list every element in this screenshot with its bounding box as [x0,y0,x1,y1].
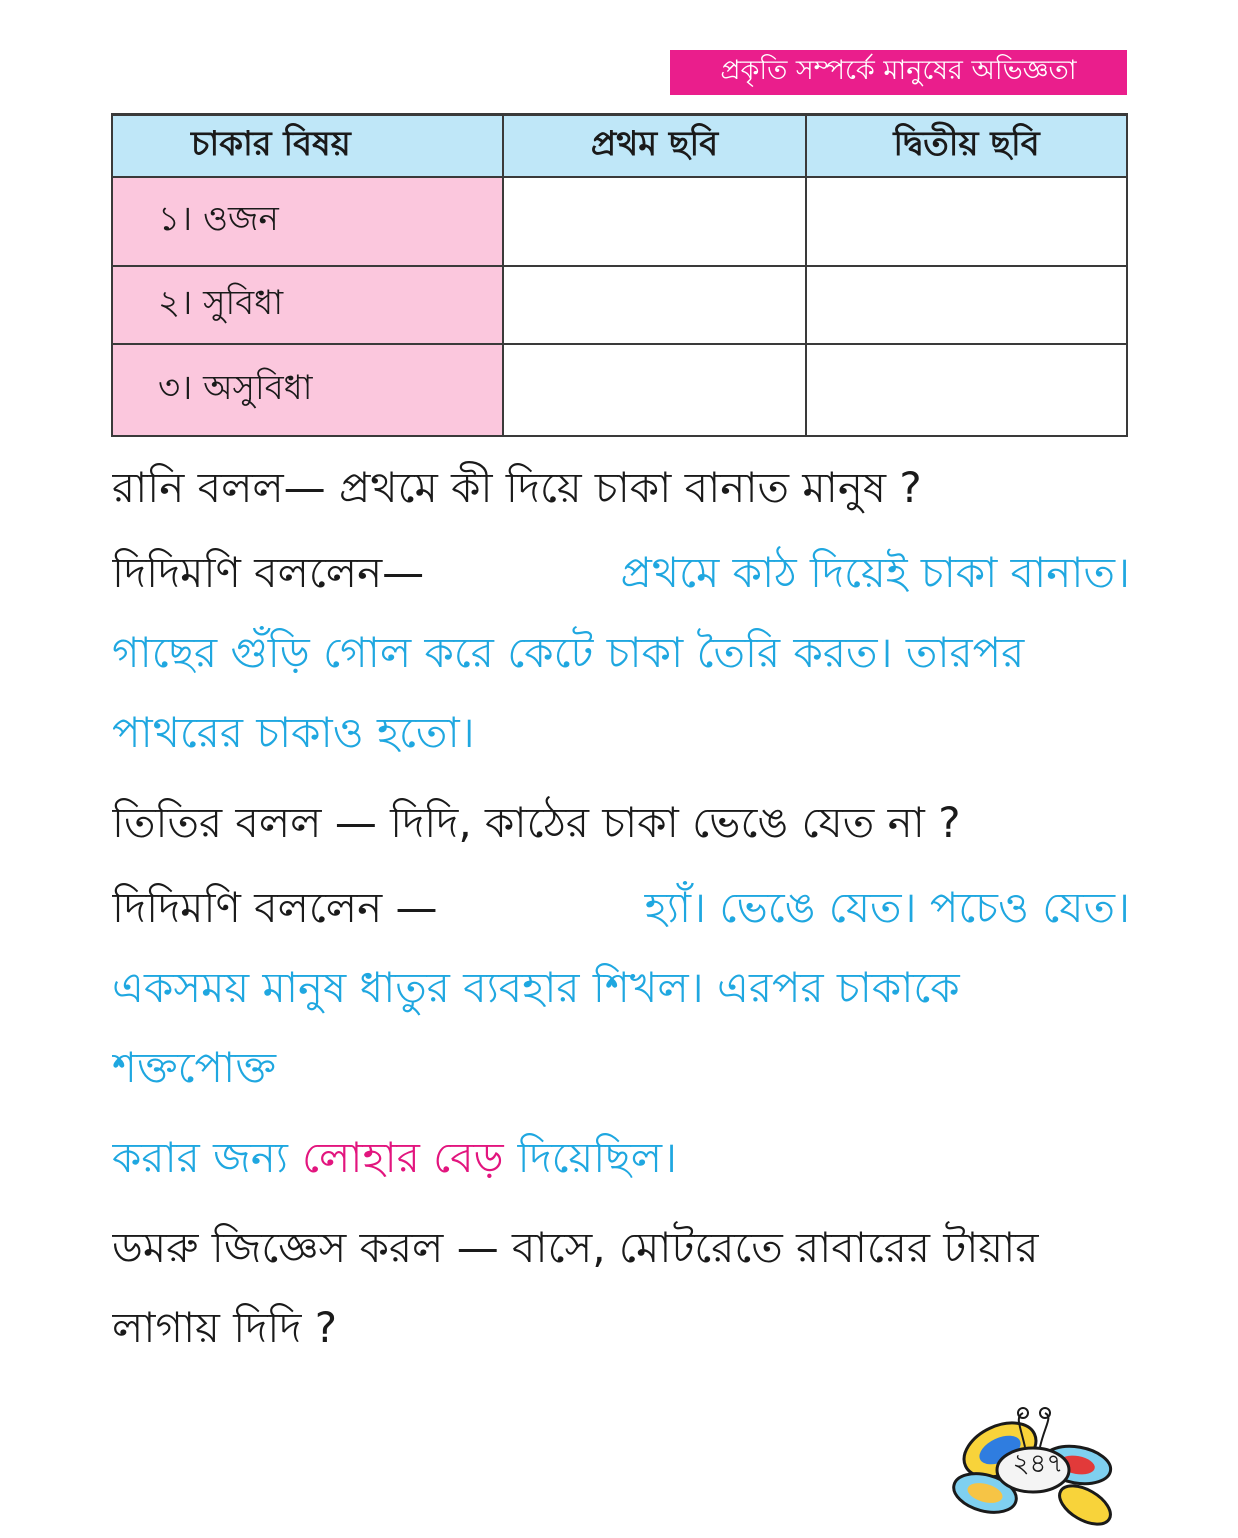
didimoni-answer-2-line4-a: করার জন্য [112,1132,288,1182]
didimoni-speaker-1: দিদিমণি বললেন— [112,547,425,597]
didimoni-answer-2-line4-b: দিয়েছিল। [517,1132,678,1182]
paragraph-answer-2-line3 [112,1030,1130,1110]
didimoni-answer-1-line2: গাছের গুঁড়ি গোল করে কেটে চাকা তৈরি করত। তারপর [112,627,1025,677]
table-row [112,344,1127,436]
row-label-disadvantage: ৩। অসুবিধা [112,344,503,436]
didimoni-answer-2-line1: হ্যাঁ। ভেঙে যেত। পচেও যেত। [644,882,1130,932]
wheel-comparison-table [111,113,1128,437]
domru-question-line1: ডমরু জিজ্ঞেস করল — বাসে, মোটরেতে রাবারের টায়ার [112,1222,1039,1272]
domru-question-line2: লাগায় দিদি ? [112,1302,338,1352]
row-label-weight: ১। ওজন [112,177,503,266]
table-row [112,266,1127,344]
chapter-title-banner: প্রকৃতি সম্পর্কে মানুষের অভিজ্ঞতা [670,50,1127,95]
paragraph-didimoni-answer-2 [112,870,1130,950]
didimoni-answer-1-line1: প্রথমে কাঠ দিয়েই চাকা বানাত। [620,547,1130,597]
paragraph-answer-1-line3 [112,695,1130,775]
table-header-row [112,115,1127,178]
row-label-advantage: ২। সুবিধা [112,266,503,344]
page-number: ২৪৭ [1012,1449,1064,1479]
rani-question-text: রানি বলল— প্রথমে কী দিয়ে চাকা বানাত মানুষ ? [112,462,922,512]
cell-weight-second[interactable] [806,177,1127,266]
header-wheel-topic: চাকার বিষয় [112,115,503,178]
titir-question-text: তিতির বলল — দিদি, কাঠের চাকা ভেঙে যেত না ? [112,797,961,847]
cell-disadvantage-first[interactable] [503,344,806,436]
paragraph-answer-1-line2 [112,615,1130,695]
cell-advantage-first[interactable] [503,266,806,344]
paragraph-domru-question [112,1210,1130,1290]
iron-rim-highlight: লোহার বেড় [301,1132,504,1182]
paragraph-answer-2-line2 [112,950,1130,1030]
paragraph-domru-question-line2 [112,1290,1130,1370]
didimoni-speaker-2: দিদিমণি বললেন — [112,882,438,932]
paragraph-rani-question [112,450,1130,530]
cell-advantage-second[interactable] [806,266,1127,344]
cell-disadvantage-second[interactable] [806,344,1127,436]
header-first-picture: প্রথম ছবি [503,115,806,178]
table-row [112,177,1127,266]
didimoni-answer-1-line3: পাথরের চাকাও হতো। [112,707,475,757]
paragraph-answer-2-line4 [112,1120,1130,1200]
cell-weight-first[interactable] [503,177,806,266]
header-second-picture: দ্বিতীয় ছবি [806,115,1127,178]
paragraph-titir-question [112,785,1130,865]
didimoni-answer-2-line3: শক্তপোক্ত [112,1042,277,1092]
didimoni-answer-2-line2: একসময় মানুষ ধাতুর ব্যবহার শিখল। এরপর চাকাকে [112,962,960,1012]
paragraph-didimoni-answer-1 [112,535,1130,615]
